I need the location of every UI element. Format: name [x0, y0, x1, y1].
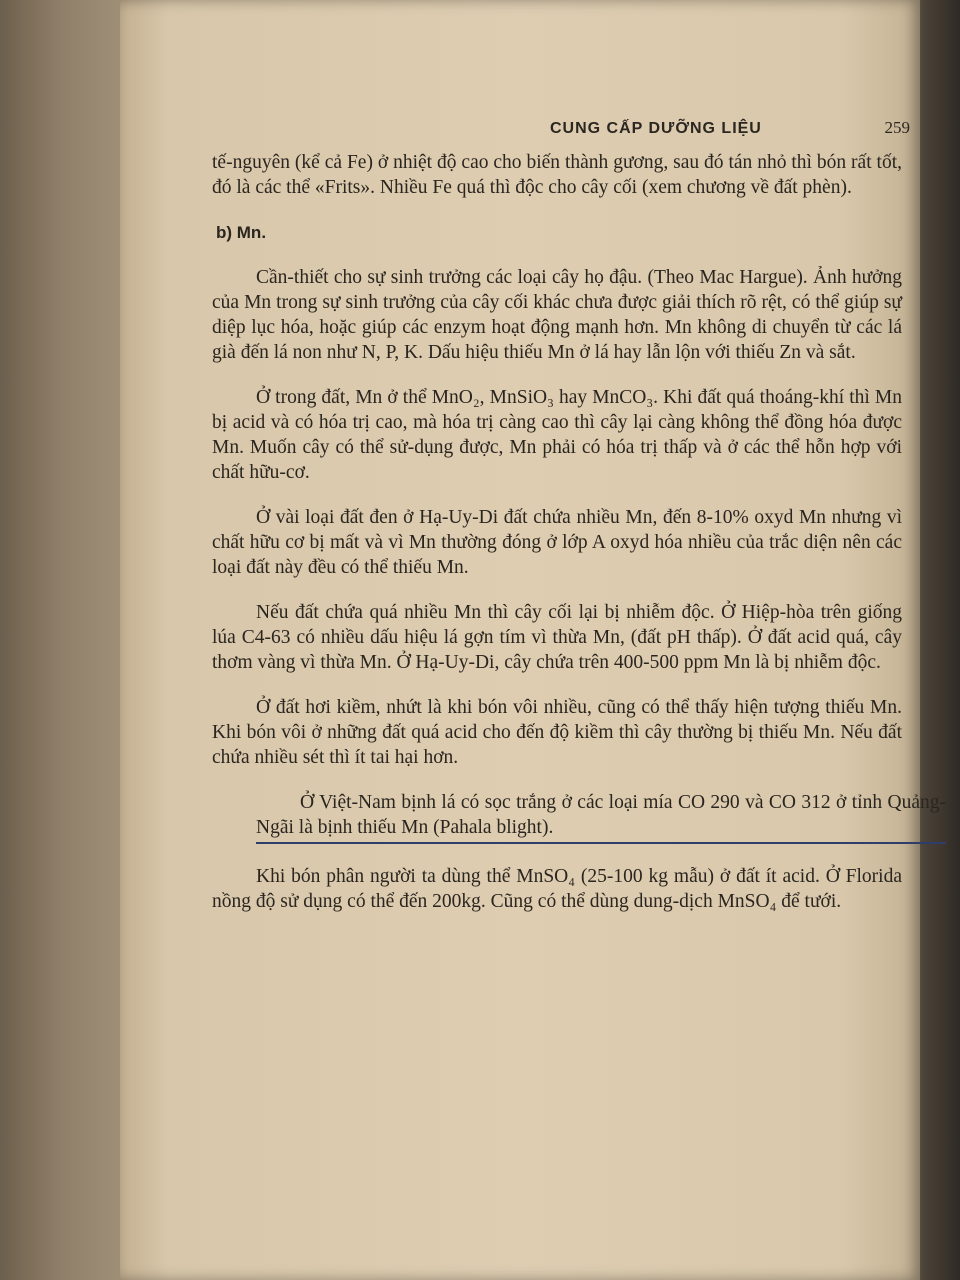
- paragraph-vietnam-sugarcane: [212, 790, 946, 844]
- body-text: [212, 150, 946, 934]
- paragraph-hawaii-soils: Ở vài loại đất đen ở Hạ-Uy-Di đất chứa nhiều Mn, đến 8-10% oxyd Mn nhưng vì chất hữu cơ bị mất và vì Mn thường đóng ở lớp A oxyd hóa nhiều của trắc diện nên các loại đất này đều có thể thiếu Mn.: [212, 507, 902, 578]
- book-page: [120, 0, 946, 1280]
- page-number: 259: [884, 118, 910, 137]
- paragraph-mn-necessity: Cần-thiết cho sự sinh trưởng các loại cây họ đậu. (Theo Mac Hargue). Ảnh hưởng của Mn trong sự sinh trưởng của cây cối khác chưa được giải thích rõ rệt, có thể giúp sự diệp lục hóa, hoặc giúp các enzym hoạt động mạnh hơn. Mn không di chuyển từ các lá già đến lá non như N, P, K. Dấu hiệu thiếu Mn ở lá hay lẫn lộn với thiếu Zn và sắt.: [212, 267, 902, 363]
- paragraph-mn-toxicity: Nếu đất chứa quá nhiều Mn thì cây cối lại bị nhiễm độc. Ở Hiệp-hòa trên giống lúa C4-63 có nhiều dấu hiệu lá gợn tím vì thừa Mn, (đất pH thấp). Ở đất acid quá, cây thơm vàng vì thừa Mn. Ở Hạ-Uy-Di, cây chứa trên 400-500 ppm Mn là bị nhiễm độc.: [212, 602, 902, 673]
- paragraph-fe-continued: tế-nguyên (kể cả Fe) ở nhiệt độ cao cho biến thành gương, sau đó tán nhỏ thì bón rất tốt, đó là các thể «Frits». Nhiều Fe quá thì độc cho cây cối (xem chương về đất phèn).: [212, 152, 902, 198]
- section-heading-mn: b) Mn.: [216, 223, 267, 242]
- page-header: [550, 118, 910, 138]
- paragraph-fertilizer: Khi bón phân người ta dùng thể MnSO₄ (25-100 kg mẫu) ở đất ít acid. Ở Florida nồng độ sử dụng có thể đến 200kg. Cũng có thể dùng dung-dịch MnSO₄ để tưới.: [212, 866, 902, 912]
- running-head: CUNG CẤP DƯỠNG LIỆU: [550, 120, 762, 137]
- paragraph-alkaline-soil: Ở đất hơi kiềm, nhứt là khi bón vôi nhiều, cũng có thể thấy hiện tượng thiếu Mn. Khi bón vôi ở những đất quá acid cho đến độ kiềm thì cây thường bị thiếu Mn. Nếu đất chứa nhiều sét thì ít tai hại hơn.: [212, 697, 902, 768]
- paragraph-mn-in-soil: Ở trong đất, Mn ở thể MnO₂, MnSiO₃ hay MnCO₃. Khi đất quá thoáng-khí thì Mn bị acid và có hóa trị cao, mà hóa trị càng cao thì cây lại càng không thể đồng hóa được Mn. Muốn cây có thể sử-dụng được, Mn phải có hóa trị thấp và ở các thể hỗn hợp với chất hữu-cơ.: [212, 387, 902, 483]
- underlined-text: Ở Việt-Nam bịnh lá có sọc trắng ở các loại mía CO 290 và CO 312 ở tỉnh Quảng-Ngãi là bịnh thiếu Mn (Pahala blight).: [256, 790, 946, 844]
